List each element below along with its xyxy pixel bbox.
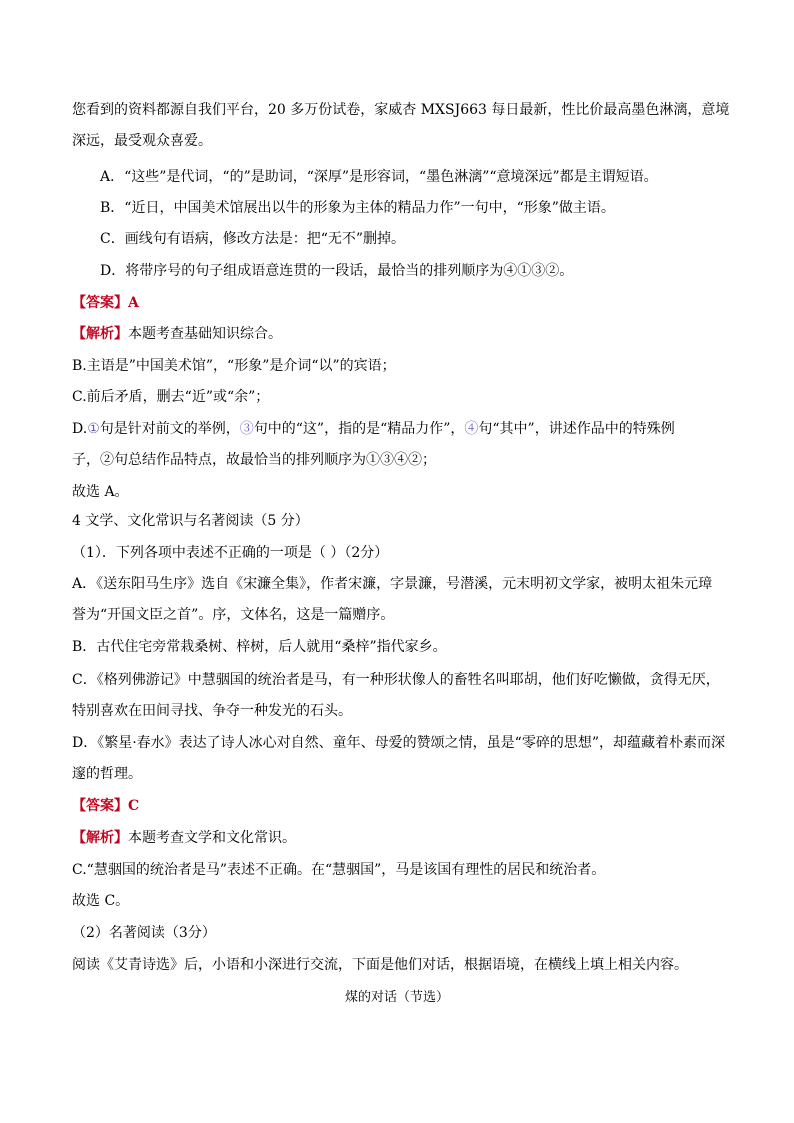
q3-analysis-line-b: B.主语是”中国美术馆”，“形象”是介词“以”的宾语； — [72, 358, 396, 374]
q4-choose: 故选 C。 — [72, 893, 130, 909]
d-text-3: 句“其中”，讲述作品中的特殊例 — [478, 421, 675, 437]
d-text-1: 句是针对前文的举例， — [99, 421, 240, 437]
intro-line-2: 深远，最受观众喜爱。 — [72, 133, 212, 149]
q3-answer — [72, 293, 139, 313]
poem-title: 煤的对话（节选） — [344, 990, 449, 1005]
q4-option-c-2: 特别喜欢在田间寻找、争夺一种发光的石头。 — [72, 703, 352, 719]
circled-number-3: ③ — [239, 421, 254, 437]
q4-sub2-text: 阅读《艾青诗选》后，小语和小深进行交流，下面是他们对话，根据语境，在横线上填上相关内容。 — [72, 957, 688, 973]
q4-option-d-2: 邃的哲理。 — [72, 766, 142, 782]
intro-line-1: 您看到的资料都源自我们平台，20 多万份试卷，家威杏 MXSJ663 每日最新，性比价最高墨色淋漓，意境 — [72, 102, 730, 118]
q3-option-c: C．画线句有语病，修改方法是：把“无不”删掉。 — [100, 231, 406, 247]
d-prefix: D. — [72, 421, 88, 437]
circled-number-1: ① — [87, 421, 100, 437]
analysis-text: 本题考查文学和文化常识。 — [128, 830, 296, 846]
q4-option-b: B．古代住宅旁常栽桑树、梓树，后人就用“桑梓”指代家乡。 — [72, 639, 447, 655]
q4-option-d-1: D．《繁星·春水》表达了诗人冰心对自然、童年、母爱的赞颂之情，虽是“零碎的思想”，却蕴藏着朴素而深 — [72, 735, 725, 751]
q3-analysis-line-d — [72, 419, 675, 439]
analysis-tag: 【解析】 — [72, 830, 128, 846]
d-text-2: 句中的“这”，指的是“精品力作”， — [253, 421, 465, 437]
q4-sub1: （1）．下列各项中表述不正确的一项是（ ）（2分） — [72, 545, 389, 561]
q3-option-a: A．“这些”是代词，“的”是助词，“深厚”是形容词，“墨色淋漓”“意境深远”都是主谓短语。 — [100, 169, 658, 185]
q3-analysis — [72, 324, 282, 344]
q4-sub2: （2）名著阅读（3分） — [72, 925, 216, 941]
q3-analysis-line-d-2: 子，②句总结作品特点，故最恰当的排列顺序为①③④②； — [72, 452, 436, 468]
analysis-text: 本题考查基础知识综合。 — [128, 326, 282, 342]
q3-option-d: D．将带序号的句子组成语意连贯的一段话，最恰当的排列顺序为④①③②。 — [100, 263, 574, 279]
q3-option-b: B．“近日，中国美术馆展出以牛的形象为主体的精品力作”一句中，“形象”做主语。 — [100, 200, 615, 216]
q4-option-a-1: A．《送东阳马生序》选自《宋濂全集》，作者宋濂，字景濂，号潜溪，元末明初文学家，被明太祖朱元璋 — [72, 576, 713, 592]
q4-option-a-2: 誉为“开国文臣之首”。序，文体名，这是一篇赠序。 — [72, 607, 395, 623]
q3-analysis-line-c: C.前后矛盾，删去“近”或“余”； — [72, 389, 270, 405]
q4-heading: 4 文学、文化常识与名著阅读（5 分） — [72, 513, 309, 529]
q4-answer — [72, 796, 139, 816]
q4-analysis — [72, 828, 296, 848]
answer-value: C — [128, 798, 140, 814]
q4-analysis-line: C.“慧骃国的统治者是马”表述不正确。在“慧骃国”，马是该国有理性的居民和统治者。 — [72, 862, 606, 878]
analysis-tag: 【解析】 — [72, 326, 128, 342]
answer-value: A — [128, 295, 139, 311]
circled-number-4: ④ — [464, 421, 479, 437]
q3-choose: 故选 A。 — [72, 484, 129, 500]
answer-tag: 【答案】 — [72, 798, 128, 814]
q4-option-c-1: C．《格列佛游记》中慧骃国的统治者是马，有一种形状像人的畜牲名叫耶胡，他们好吃懒做，贪得无厌， — [72, 672, 720, 688]
answer-tag: 【答案】 — [72, 295, 128, 311]
